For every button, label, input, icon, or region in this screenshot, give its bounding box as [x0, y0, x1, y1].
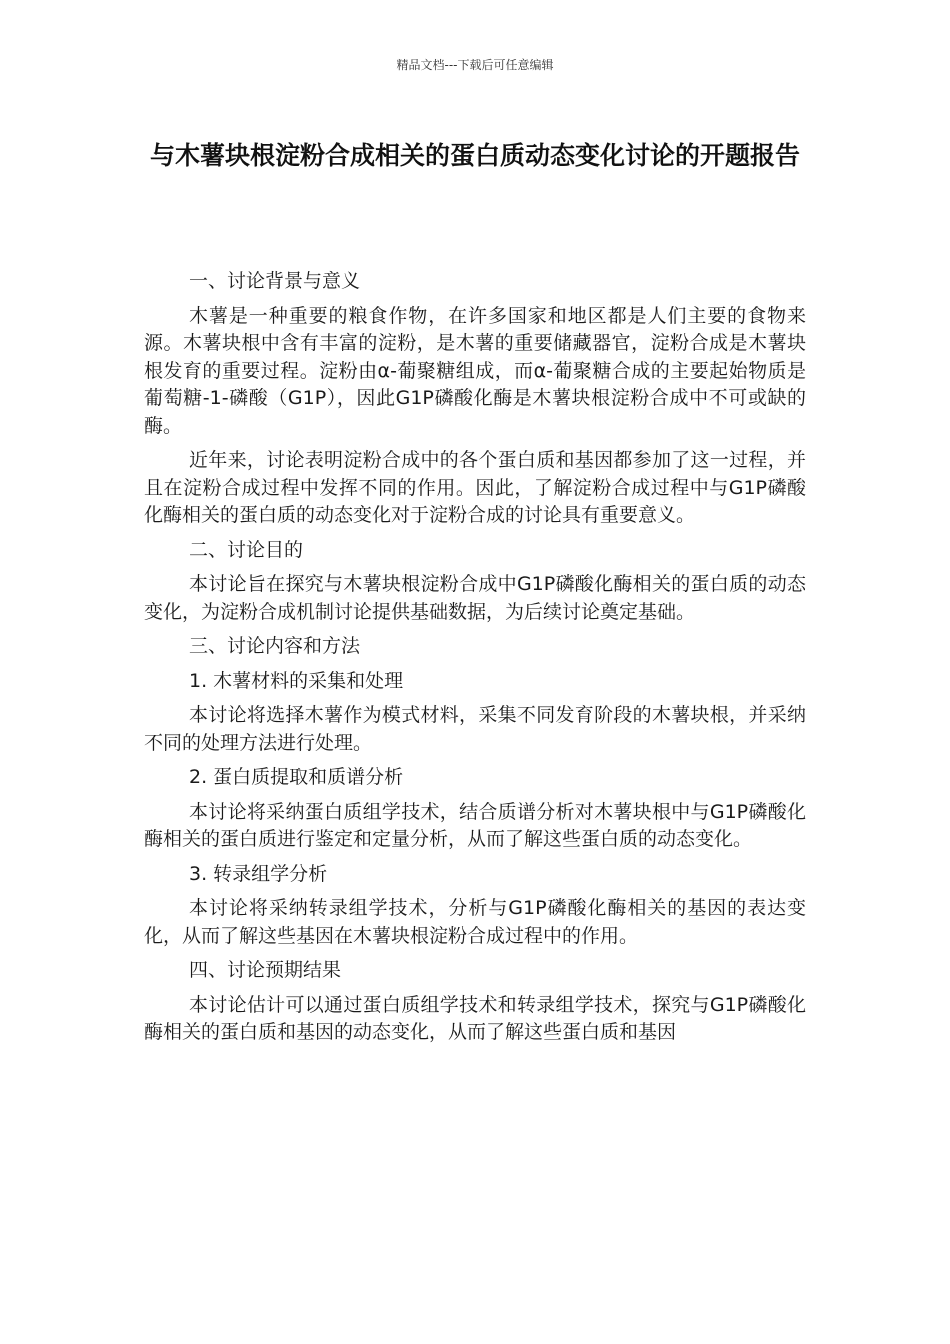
subheading-protein-extraction: 2. 蛋白质提取和质谱分析	[189, 766, 404, 788]
paragraph-background-2: 近年来，讨论表明淀粉合成中的各个蛋白质和基因都参加了这一过程，并且在淀粉合成过程中发挥不同的作用。因此，了解淀粉合成过程中与G1P磷酸化酶相关的蛋白质的动态变化对于淀粉合成的讨论具有重要意义。	[144, 449, 806, 526]
paragraph-protein-extraction: 本讨论将采纳蛋白质组学技术，结合质谱分析对木薯块根中与G1P磷酸化酶相关的蛋白质进行鉴定和定量分析，从而了解这些蛋白质的动态变化。	[144, 800, 806, 850]
section-heading-purpose: 二、讨论目的	[189, 538, 304, 561]
paragraph-material-collection: 本讨论将选择木薯作为模式材料，采集不同发育阶段的木薯块根，并采纳不同的处理方法进行处理。	[144, 704, 806, 754]
paragraph-expected-results: 本讨论估计可以通过蛋白质组学技术和转录组学技术，探究与G1P磷酸化酶相关的蛋白质和基因的动态变化，从而了解这些蛋白质和基因	[144, 993, 806, 1043]
document-title: 与木薯块根淀粉合成相关的蛋白质动态变化讨论的开题报告	[149, 141, 800, 170]
subheading-transcriptomics: 3. 转录组学分析	[189, 862, 328, 885]
paragraph-purpose: 本讨论旨在探究与木薯块根淀粉合成中G1P磷酸化酶相关的蛋白质的动态变化，为淀粉合成机制讨论提供基础数据，为后续讨论奠定基础。	[144, 573, 806, 623]
section-heading-expected-results: 四、讨论预期结果	[189, 959, 342, 981]
section-heading-background: 一、讨论背景与意义	[189, 270, 361, 292]
paragraph-transcriptomics: 本讨论将采纳转录组学技术，分析与G1P磷酸化酶相关的基因的表达变化，从而了解这些基因在木薯块根淀粉合成过程中的作用。	[144, 897, 806, 947]
document-body	[144, 268, 806, 1054]
paragraph-background-1: 木薯是一种重要的粮食作物，在许多国家和地区都是人们主要的食物来源。木薯块根中含有丰富的淀粉，是木薯的重要储藏器官，淀粉合成是木薯块根发育的重要过程。淀粉由α-葡聚糖组成，而α-葡聚糖合成的主要起始物质是葡萄糖-1-磷酸（G1P），因此G1P磷酸化酶是木薯块根淀粉合成中不可或缺的酶。	[144, 304, 806, 437]
subheading-material-collection: 1. 木薯材料的采集和处理	[189, 669, 404, 692]
section-heading-content-methods: 三、讨论内容和方法	[189, 635, 361, 657]
page-header: 精品文档---下载后可任意编辑	[396, 58, 554, 72]
